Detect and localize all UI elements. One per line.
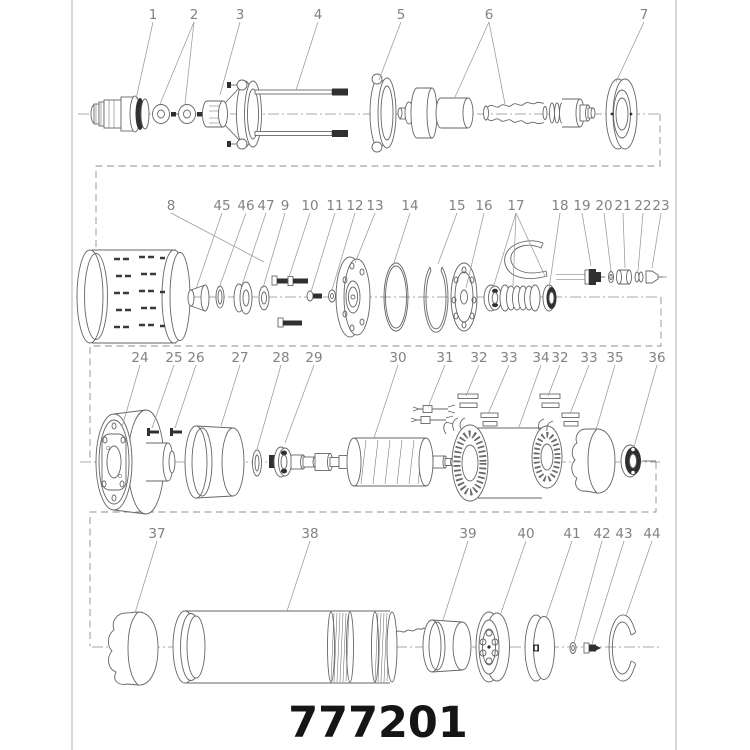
leader-line-37 <box>135 541 157 613</box>
part-6-sleeve-and-screw-rotor <box>436 98 595 128</box>
leader-line-10 <box>289 213 310 277</box>
leader-line-36 <box>634 365 657 447</box>
part-46-o-ring-small <box>216 286 224 308</box>
leader-line-6 <box>455 22 489 97</box>
leader-line-18 <box>549 213 560 289</box>
row-2-pump-internals <box>77 241 663 343</box>
part-label-15: 15 <box>448 198 466 214</box>
leader-line-35 <box>596 365 615 430</box>
part-label-33: 33 <box>500 350 518 366</box>
leader-line-23 <box>652 213 661 268</box>
leader-line-14 <box>393 213 410 266</box>
part-5-diffuser-flange <box>370 74 437 152</box>
leader-line-42 <box>574 541 602 643</box>
leader-line-5 <box>379 22 401 80</box>
part-28-washer <box>253 450 262 476</box>
part-label-20: 20 <box>595 198 613 214</box>
part-40-end-cap-with-holes <box>476 612 510 682</box>
part-label-34: 34 <box>532 350 550 366</box>
leader-line-16 <box>466 213 484 288</box>
part-label-45: 45 <box>213 198 231 214</box>
part-label-14: 14 <box>401 198 419 214</box>
part-label-8: 8 <box>166 198 176 214</box>
leader-line-33 <box>570 365 589 414</box>
seal-spring-clip-tube <box>505 241 547 279</box>
part-label-41: 41 <box>563 526 581 542</box>
part-44-circlip <box>609 615 635 681</box>
part-17-mechanical-seal-assembly <box>484 241 547 311</box>
part-label-39: 39 <box>459 526 477 542</box>
part-label-43: 43 <box>615 526 633 542</box>
leader-line-39 <box>443 541 468 620</box>
part-label-22: 22 <box>634 198 652 214</box>
part-label-46: 46 <box>237 198 255 214</box>
part-label-26: 26 <box>187 350 205 366</box>
leader-line-32 <box>548 365 560 396</box>
part-label-25: 25 <box>165 350 183 366</box>
part-label-6: 6 <box>484 7 494 23</box>
part-label-33: 33 <box>580 350 598 366</box>
part-label-23: 23 <box>652 198 670 214</box>
part-label-36: 36 <box>648 350 666 366</box>
leader-line-4 <box>296 22 318 90</box>
part-label-40: 40 <box>517 526 535 542</box>
leader-line-29 <box>285 365 314 443</box>
part-label-18: 18 <box>551 198 569 214</box>
part-11-screw <box>307 291 322 301</box>
part-45-cone-bushing <box>188 285 209 311</box>
leader-line-44 <box>626 541 652 616</box>
leader-line-34 <box>519 365 541 427</box>
part-label-11: 11 <box>326 198 344 214</box>
part-4-tie-bolts <box>255 89 348 138</box>
part-label-44: 44 <box>643 526 661 542</box>
leader-line-7 <box>616 22 644 82</box>
leader-line-47 <box>242 213 266 285</box>
part-label-9: 9 <box>280 198 290 214</box>
part-8-strainer-shell <box>77 250 190 343</box>
leader-line-6 <box>489 22 505 104</box>
axis-lines <box>76 114 668 647</box>
part-label-30: 30 <box>389 350 407 366</box>
leader-line-40 <box>501 541 526 613</box>
leader-line-43 <box>592 541 624 644</box>
leader-line-26 <box>175 365 196 428</box>
part-label-21: 21 <box>614 198 632 214</box>
leader-line-25 <box>152 365 174 428</box>
part-label-2: 2 <box>189 7 199 23</box>
leader-line-28 <box>257 365 281 449</box>
part-42-washer-tiny <box>570 643 576 654</box>
part-label-4: 4 <box>313 7 323 23</box>
part-10-bolts <box>272 276 308 327</box>
part-18-seal-seat <box>543 285 557 311</box>
part-12-nut <box>329 290 336 302</box>
leader-line-19 <box>582 213 591 266</box>
leader-line-11 <box>311 213 335 292</box>
part-47-hub <box>234 282 252 314</box>
leader-line-27 <box>221 365 240 426</box>
part-3-motor-cap-flange <box>203 80 262 149</box>
leader-line-45 <box>196 213 222 289</box>
part-16-perforated-disc <box>451 263 477 331</box>
part-label-3: 3 <box>235 7 245 23</box>
part-36-bearing <box>621 445 656 477</box>
part-label-16: 16 <box>475 198 493 214</box>
leader-line-31 <box>428 365 445 407</box>
part-41-cover-disc <box>525 615 555 681</box>
part-15-retaining-ring <box>424 267 448 332</box>
part-label-42: 42 <box>593 526 611 542</box>
leader-line-33 <box>488 365 509 414</box>
part-32-insulator-strips-right <box>540 394 560 408</box>
part-label-17: 17 <box>507 198 525 214</box>
part-label-13: 13 <box>366 198 384 214</box>
leader-line-22 <box>638 213 643 271</box>
leader-line-32 <box>466 365 479 396</box>
leader-line-8 <box>171 213 264 262</box>
part-34-stator <box>444 418 562 501</box>
shaft-lines <box>556 275 586 280</box>
part-label-27: 27 <box>231 350 249 366</box>
part-24-end-bell <box>96 410 175 514</box>
part-32-insulator-strips-left <box>458 394 478 408</box>
part-7-seal-flange <box>606 79 637 149</box>
row-1-pump-head-assembly <box>91 74 637 152</box>
part-1-hose-connector <box>91 96 149 132</box>
part-label-47: 47 <box>257 198 275 214</box>
part-21-spacer-sleeve <box>617 270 632 284</box>
leader-line-13 <box>355 213 375 263</box>
part-43-plug-screw <box>584 643 601 653</box>
part-label-29: 29 <box>305 350 323 366</box>
part-31-terminal-pins <box>411 405 455 424</box>
leader-line-1 <box>136 22 153 99</box>
part-label-28: 28 <box>272 350 290 366</box>
part-label-5: 5 <box>396 7 406 23</box>
leader-line-2 <box>160 22 194 104</box>
part-29-bearing-and-shaft <box>269 447 339 477</box>
part-39-spacer-cup <box>423 620 471 672</box>
part-38-motor-housing-tube <box>173 611 428 683</box>
part-20-washer-tiny <box>609 272 614 283</box>
lead-wire <box>396 628 428 632</box>
part-label-35: 35 <box>606 350 624 366</box>
part-label-38: 38 <box>301 526 319 542</box>
leader-line-15 <box>438 213 457 264</box>
part-30-rotor <box>339 438 454 486</box>
part-label-32: 32 <box>551 350 569 366</box>
part-label-1: 1 <box>148 7 158 23</box>
leader-line-2 <box>185 22 194 104</box>
part-19-shaft-end-assembly <box>585 269 605 285</box>
leader-line-30 <box>374 365 398 438</box>
model-number: 777201 <box>288 698 468 748</box>
part-27-bearing-cup <box>185 426 244 498</box>
part-13-bearing-plate <box>336 257 370 337</box>
part-23-plug <box>646 271 663 283</box>
part-9-washer <box>259 286 269 310</box>
part-label-31: 31 <box>436 350 454 366</box>
leader-line-20 <box>604 213 611 271</box>
part-35-wave-mount <box>572 429 615 493</box>
part-label-7: 7 <box>639 7 649 23</box>
leader-line-38 <box>287 541 310 611</box>
part-33-insulator-strips-right <box>562 413 579 426</box>
part-label-24: 24 <box>131 350 149 366</box>
part-label-37: 37 <box>148 526 166 542</box>
leader-line-41 <box>546 541 572 618</box>
part-33-insulator-strips-left <box>481 413 498 426</box>
part-22-rings-tiny <box>635 272 643 282</box>
part-37-wave-cap <box>108 612 158 685</box>
part-label-12: 12 <box>346 198 364 214</box>
part-label-19: 19 <box>573 198 591 214</box>
row-4-motor-housing <box>108 611 635 685</box>
leader-line-21 <box>623 213 625 268</box>
part-label-32: 32 <box>470 350 488 366</box>
part-label-10: 10 <box>301 198 319 214</box>
part-26-screw <box>170 428 182 436</box>
part-2-washers-with-screws <box>153 105 207 124</box>
